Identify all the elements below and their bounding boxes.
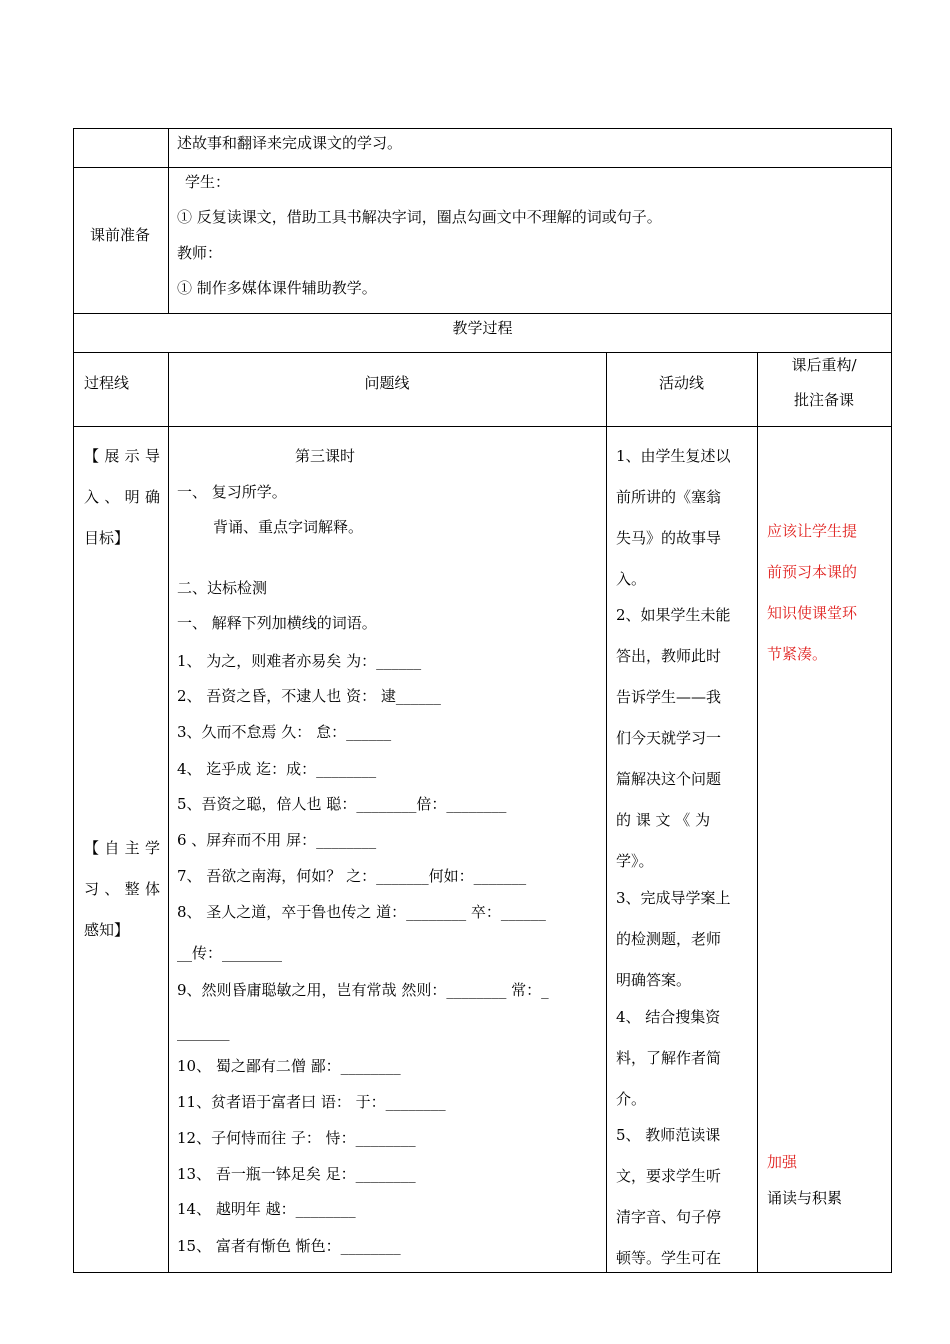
row-divider-4 (73, 426, 892, 427)
activity-line: 们今天就学习一 (616, 729, 722, 747)
activity-line: 的检测题，老师 (616, 930, 722, 948)
question-line: 3、久而不怠焉 久： 怠：______ (177, 723, 392, 741)
note-red-line: 应该让学生提 (767, 522, 858, 540)
note-red-line: 前预习本课的 (767, 563, 858, 581)
activity-line: 清字音、句子停 (616, 1208, 722, 1226)
note-red-line: 节紧凑。 (767, 645, 828, 663)
row-divider-1 (73, 167, 892, 168)
header-process: 过程线 (84, 374, 130, 392)
col-divider-question (606, 352, 607, 1273)
question-line: 一、 解释下列加横线的词语。 (177, 614, 377, 632)
question-line: 13、 吾一瓶一钵足矣 足：________ (177, 1165, 416, 1183)
prep-line: ① 制作多媒体课件辅助教学。 (177, 279, 377, 297)
activity-line: 学》。 (616, 852, 654, 870)
table-border-right (891, 128, 892, 1273)
activity-line: 失马》的故事导 (616, 529, 722, 547)
col-divider-activity (757, 352, 758, 1273)
col-divider-process-top (168, 128, 169, 313)
header-activity: 活动线 (658, 374, 704, 392)
activity-line: 5、 教师范读课 (616, 1126, 721, 1144)
activity-line: 料，了解作者简 (616, 1049, 722, 1067)
activity-line: 4、 结合搜集资 (616, 1008, 721, 1026)
continued-text: 述故事和翻译来完成课文的学习。 (177, 134, 403, 152)
stage1-line: 【展示导 (84, 447, 160, 465)
note-red-word: 加强 (767, 1153, 798, 1171)
activity-line: 入。 (616, 570, 647, 588)
activity-line: 篇解决这个问题 (616, 770, 722, 788)
question-line: 2、 吾资之昏，不逮人也 资： 逮______ (177, 687, 441, 705)
stage2-line: 【自主学 (84, 839, 160, 857)
activity-line: 明确答案。 (616, 971, 692, 989)
header-question: 问题线 (364, 374, 410, 392)
question-line: 4、 迄乎成 迄：成：________ (177, 760, 377, 778)
prep-line: ① 反复读课文，借助工具书解决字词，圈点勾画文中不理解的词或句子。 (177, 208, 662, 226)
question-line: 14、 越明年 越：________ (177, 1200, 356, 1218)
question-line: 10、 蜀之鄙有二僧 鄙：________ (177, 1057, 401, 1075)
question-line: __传：________ (177, 944, 283, 962)
question-line: 一、 复习所学。 (177, 483, 287, 501)
question-line: 9、然则昏庸聪敏之用，岂有常哉 然则：________ 常：_ (177, 981, 549, 999)
question-line: 11、贫者语于富者曰 语： 于：________ (177, 1093, 446, 1111)
question-line: 5、吾资之聪，倍人也 聪：________倍：________ (177, 795, 507, 813)
table-border-bottom (73, 1272, 892, 1273)
row-divider-3 (73, 352, 892, 353)
activity-line: 3、完成导学案上 (616, 889, 731, 907)
question-line: 1、 为之，则难者亦易矣 为：______ (177, 652, 422, 670)
activity-line: 1、由学生复述以 (616, 447, 731, 465)
col-divider-process (168, 352, 169, 1273)
header-notes-line2: 批注备课 (793, 391, 854, 409)
stage2-line: 习、整体 (84, 880, 160, 898)
activity-line: 介。 (616, 1090, 647, 1108)
question-line: 二、达标检测 (177, 579, 268, 597)
activity-line: 的 课 文 《 为 (616, 811, 711, 829)
table-border-top (73, 128, 892, 129)
activity-line: 前所讲的《塞翁 (616, 488, 722, 506)
stage1-line: 目标】 (84, 529, 130, 547)
prep-label: 课前准备 (90, 226, 151, 244)
question-line: 8、 圣人之道，卒于鲁也传之 道：________ 卒：______ (177, 903, 546, 921)
prep-line: 学生： (185, 173, 231, 191)
question-line: _______ (177, 1023, 230, 1041)
note-black-line: 诵读与积累 (767, 1189, 843, 1207)
activity-line: 顿等。学生可在 (616, 1249, 722, 1267)
question-line: 背诵、重点字词解释。 (213, 518, 364, 536)
activity-line: 文，要求学生听 (616, 1167, 722, 1185)
lesson-heading: 第三课时 (295, 447, 356, 465)
activity-line: 2、如果学生未能 (616, 606, 731, 624)
table-border-left (73, 128, 74, 1273)
header-notes-line1: 课后重构/ (791, 356, 857, 374)
question-line: 7、 吾欲之南海，何如？ 之：_______何如：_______ (177, 867, 527, 885)
note-red-line: 知识使课堂环 (767, 604, 858, 622)
prep-line: 教师： (177, 244, 223, 262)
section-title: 教学过程 (452, 319, 513, 337)
question-line: 15、 富者有惭色 惭色：________ (177, 1237, 401, 1255)
row-divider-2 (73, 313, 892, 314)
stage1-line: 入、明确 (84, 488, 160, 506)
activity-line: 答出，教师此时 (616, 647, 722, 665)
activity-line: 告诉学生——我 (616, 688, 722, 706)
question-line: 6 、屏弃而不用 屏：________ (177, 831, 377, 849)
stage2-line: 感知】 (84, 921, 130, 939)
question-line: 12、子何恃而往 子： 恃：________ (177, 1129, 416, 1147)
